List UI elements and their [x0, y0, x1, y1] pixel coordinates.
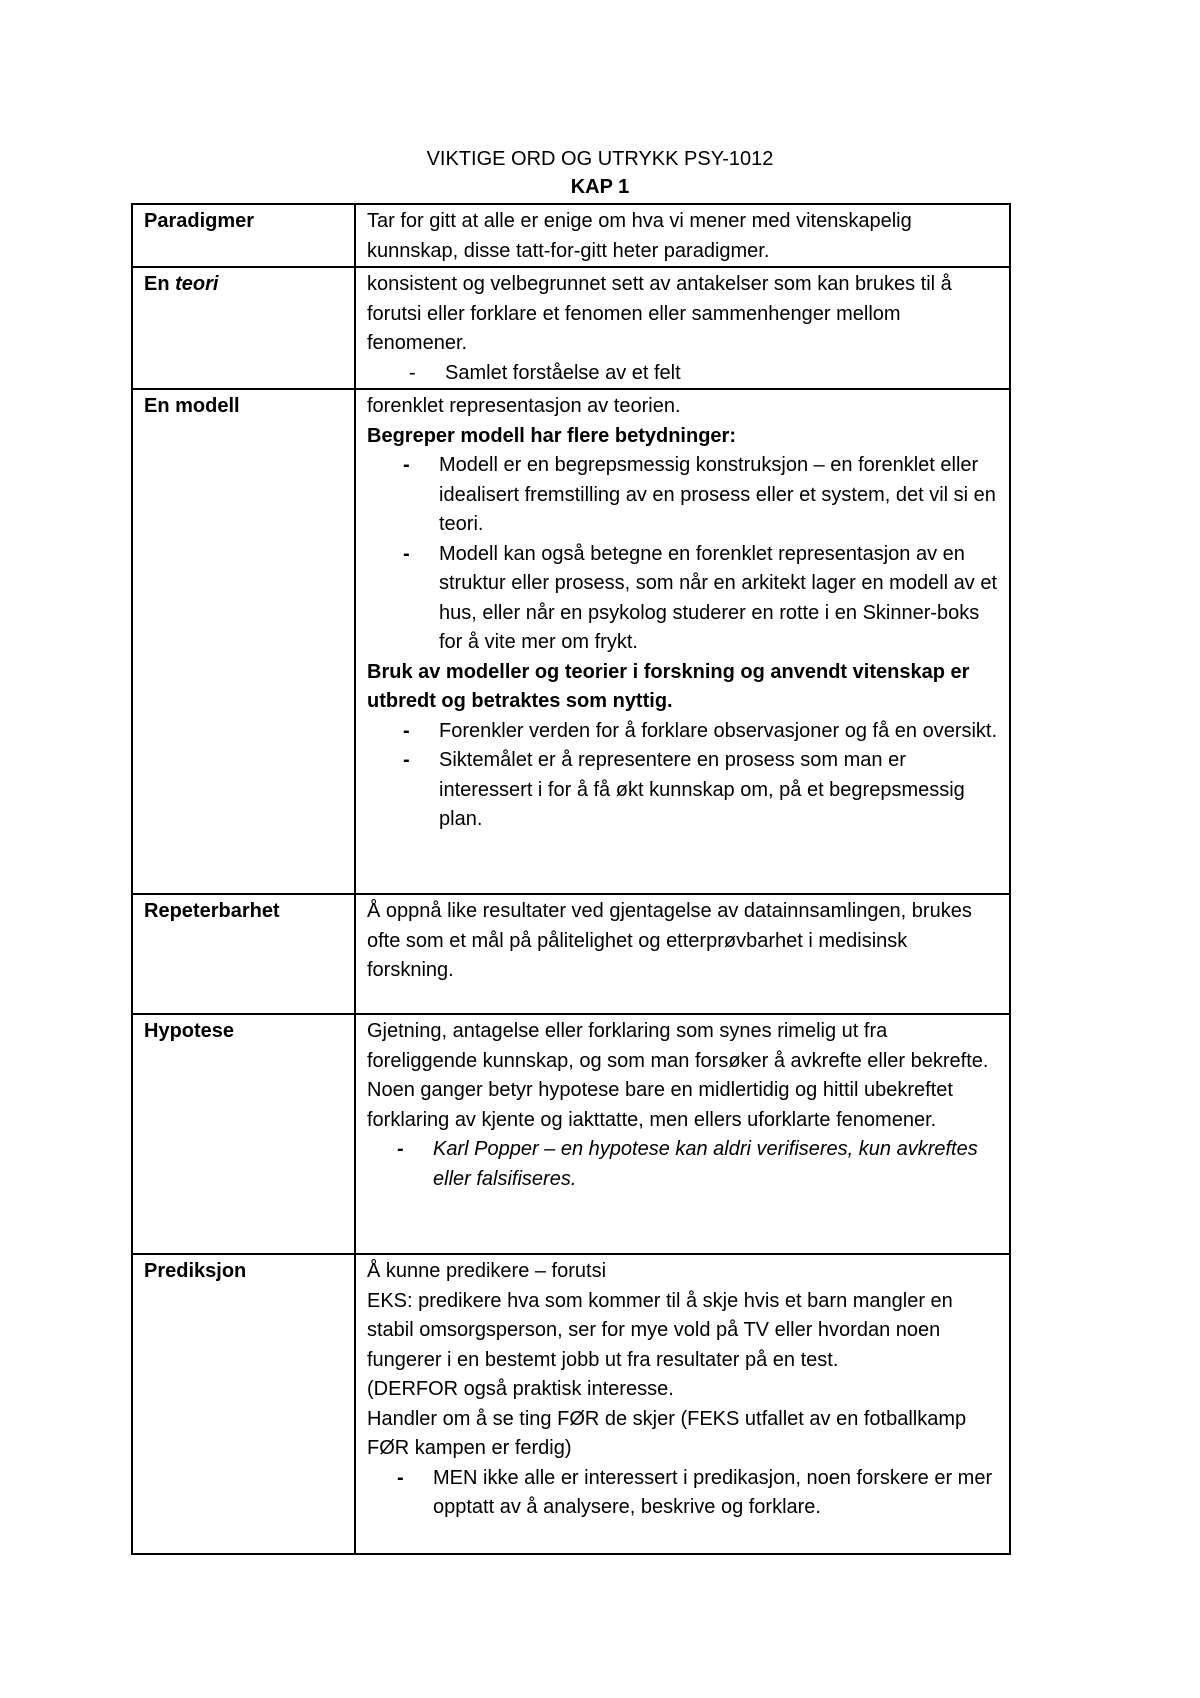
table-row: [132, 389, 1010, 894]
definition-text: Gjetning, antagelse eller forklaring som synes rimelig ut fra foreliggende kunnskap, og som man forsøker å avkrefte eller bekrefte. Noen ganger betyr hypotese bare en midlertidig og hittil ubekreftet forklaring av kjente og iakttatte, men ellers uforklarte fenomener.: [367, 1020, 989, 1131]
definition-text: konsistent og velbegrunnet sett av antakelser som kan brukes til å forutsi eller forklare et fenomen eller sammenhenger mellom fenomener.: [367, 273, 952, 354]
term-cell: Paradigmer: [132, 204, 355, 267]
definition-text: Handler om å se ting FØR de skjer (FEKS utfallet av en fotballkamp FØR kampen er ferdig): [367, 1407, 967, 1459]
table-row: [132, 267, 1010, 389]
term-cell: Prediksjon: [132, 1254, 355, 1554]
table-row: [132, 1254, 1010, 1554]
definition-cell: [355, 1014, 1010, 1254]
definition-text: EKS: predikere hva som kommer til å skje hvis et barn mangler en stabil omsorgsperson, ser for mye vold på TV eller hvordan noen fungerer i en bestemt jobb ut fra resultater på en test.: [367, 1289, 953, 1371]
definition-cell: [355, 894, 1010, 1014]
term-prefix: En: [144, 273, 170, 295]
definition-text: Å kunne predikere – forutsi: [367, 1260, 607, 1282]
term-cell: Hypotese: [132, 1014, 355, 1254]
definition-text: Å oppnå like resultater ved gjentagelse av datainnsamlingen, brukes ofte som et mål på pålitelighet og etterprøvbarhet i medisinsk forskning.: [367, 900, 972, 981]
definition-text: (DERFOR også praktisk interesse.: [367, 1378, 674, 1400]
table-row: [132, 894, 1010, 1014]
bullet-list: [367, 359, 999, 389]
list-item: - Forenkler verden for å forklare observasjoner og få en oversikt.: [439, 717, 999, 747]
list-item: - Karl Popper – en hypotese kan aldri verifiseres, kun avkreftes eller falsifiseres.: [433, 1135, 999, 1194]
subheading: Bruk av modeller og teorier i forskning og anvendt vitenskap er utbredt og betraktes som nyttig.: [367, 660, 970, 712]
bullet-list: [367, 717, 999, 835]
term-italic: teori: [175, 273, 219, 295]
chapter-label: KAP 1: [570, 176, 630, 198]
subheading: Begreper modell har flere betydninger:: [367, 424, 736, 447]
term-cell: En modell: [132, 389, 355, 894]
bullet-list: [367, 1135, 999, 1194]
term-cell: [132, 267, 355, 389]
table-row: [132, 204, 1010, 267]
list-item: - Siktemålet er å representere en prosess som man er interessert i for å få økt kunnskap om, på et begrepsmessig plan.: [439, 746, 999, 835]
table-row: [132, 1014, 1010, 1254]
definition-cell: [355, 389, 1010, 894]
list-item: - Samlet forståelse av et felt: [445, 359, 999, 389]
list-item: - MEN ikke alle er interessert i predikasjon, noen forskere er mer opptatt av å analysere, beskrive og forklare.: [433, 1464, 999, 1523]
document-header: [0, 145, 1200, 201]
list-item: - Modell kan også betegne en forenklet representasjon av en struktur eller prosess, som når en arkitekt lager en modell av et hus, eller når en psykolog studerer en rotte i en Skinner-boks for å vite mer om frykt.: [439, 540, 999, 658]
document-title: VIKTIGE ORD OG UTRYKK PSY-1012: [426, 148, 774, 170]
definition-cell: [355, 204, 1010, 267]
term-cell: Repeterbarhet: [132, 894, 355, 1014]
list-item: - Modell er en begrepsmessig konstruksjon – en forenklet eller idealisert fremstilling av en prosess eller et system, det vil si en teori.: [439, 451, 999, 540]
glossary-table: [131, 203, 1011, 1555]
bullet-list: [367, 1464, 999, 1523]
definition-text: forenklet representasjon av teorien.: [367, 395, 681, 417]
definition-cell: [355, 1254, 1010, 1554]
definition-cell: [355, 267, 1010, 389]
definition-text: Tar for gitt at alle er enige om hva vi mener med vitenskapelig kunnskap, disse tatt-for-gitt heter paradigmer.: [367, 210, 912, 262]
bullet-list: [367, 451, 999, 658]
